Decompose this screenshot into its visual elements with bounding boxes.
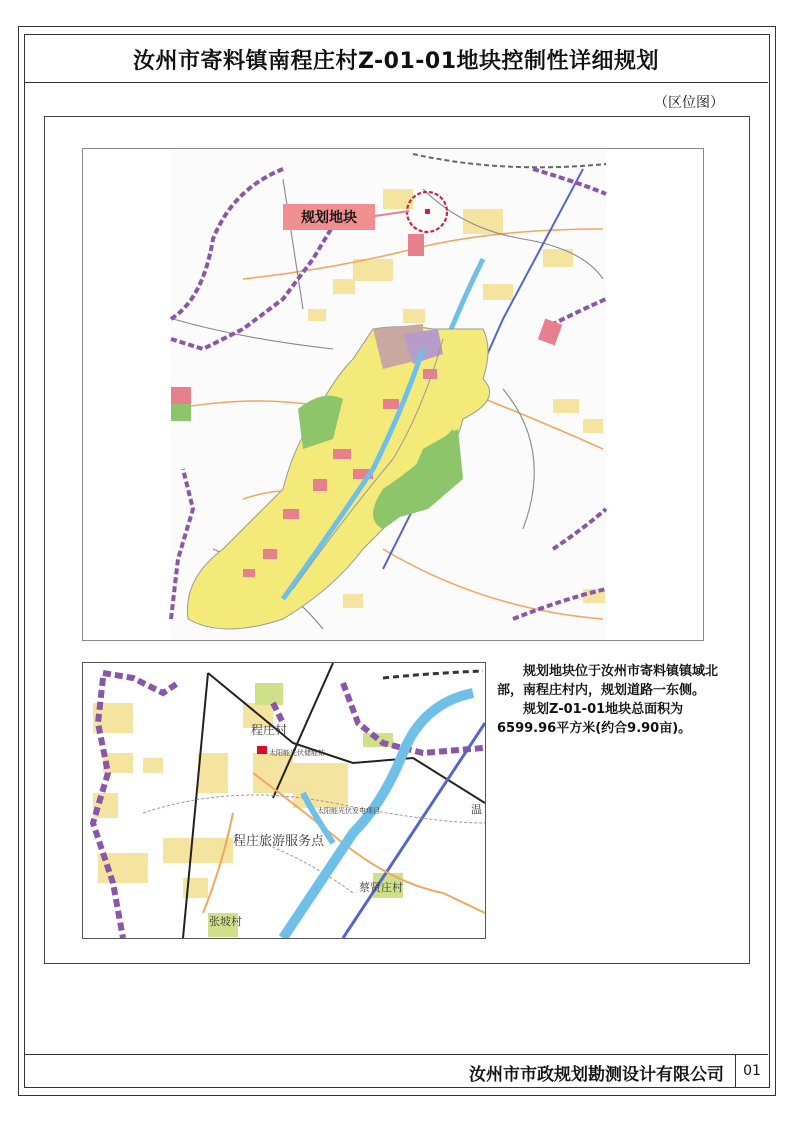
plot-description [497,662,737,738]
inset-label-wen: 温 [471,803,482,816]
company-name: 汝州市市政规划勘测设计有限公司 [469,1065,724,1085]
title-row [24,34,768,83]
inset-map [82,662,486,939]
page-title: 汝州市寄料镇南程庄村Z-01-01地块控制性详细规划 [132,49,660,74]
inset-label-zhangpo: 张坡村 [209,915,242,928]
callout-label: 规划地块 [301,210,357,226]
page-number: 01 [735,1055,768,1087]
inset-label-caixianzhuang: 蔡贤庄村 [359,881,403,894]
target-marker [425,209,430,214]
inset-label-solar-station: 太阳能光伏储能站 [269,749,325,757]
inset-map-svg [83,663,485,938]
inset-target-marker [257,746,267,754]
footer-row [24,1054,768,1087]
inset-label-chengzhuang: 程庄村 [251,723,288,737]
red-area-north [408,234,424,256]
inset-label-tourism-point: 程庄旅游服务点 [233,834,325,849]
inset-label-solar-project: 太阳能光伏发电项目 [317,807,380,815]
main-map-svg [83,149,703,640]
map-subtitle: （区位图） [654,95,724,111]
main-location-map [82,148,704,641]
description-para-2: 规划Z-01-01地块总面积为6599.96平方米(约合9.90亩)。 [497,702,692,736]
description-para-1: 规划地块位于汝州市寄料镇镇域北部，南程庄村内，规划道路一东侧。 [497,664,719,698]
green-area-west [171,404,191,421]
